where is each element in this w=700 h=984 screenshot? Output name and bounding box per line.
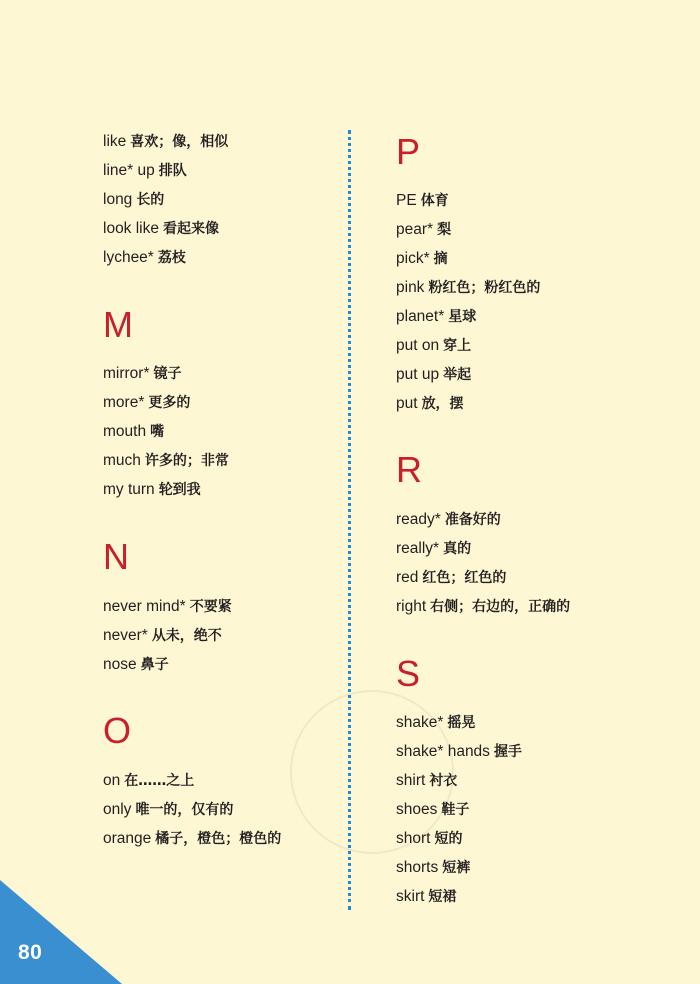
entry: mouth 嘴 [103, 423, 165, 440]
entry: never mind* 不要紧 [103, 598, 232, 615]
entry: shorts 短裤 [396, 859, 471, 876]
entry: really* 真的 [396, 540, 472, 557]
entry: more* 更多的 [103, 394, 191, 411]
entry: PE 体育 [396, 192, 449, 209]
entry: mirror* 镜子 [103, 365, 182, 382]
entry: never* 从未，绝不 [103, 627, 222, 644]
entry: pink 粉红色；粉红色的 [396, 279, 541, 296]
entry: right 右侧；右边的，正确的 [396, 598, 571, 615]
entry: only 唯一的，仅有的 [103, 801, 234, 818]
entry: look like 看起来像 [103, 220, 219, 237]
entry: red 红色；红色的 [396, 569, 507, 586]
entry: on 在……之上 [103, 772, 195, 789]
section-letter-o: O [103, 710, 132, 751]
section-letter-r: R [396, 449, 422, 490]
page-number: 80 [18, 941, 43, 964]
section-letter-p: P [396, 131, 421, 172]
entry: put 放，摆 [396, 395, 464, 412]
entry: nose 鼻子 [103, 656, 169, 673]
entry: shake* 摇晃 [396, 714, 476, 731]
entry: much 许多的；非常 [103, 452, 229, 469]
page-corner-triangle [0, 880, 122, 984]
column-divider [348, 130, 351, 910]
entry: planet* 星球 [396, 308, 477, 325]
entry: pear* 梨 [396, 221, 452, 238]
entry: shake* hands 握手 [396, 743, 522, 760]
entry: like 喜欢；像，相似 [103, 133, 229, 150]
entry: line* up 排队 [103, 162, 187, 179]
section-letter-n: N [103, 536, 129, 577]
entry: skirt 短裙 [396, 888, 457, 905]
entry: put up 举起 [396, 366, 472, 383]
entry: shirt 衬衣 [396, 772, 458, 789]
entry: shoes 鞋子 [396, 801, 470, 818]
entry: short 短的 [396, 830, 463, 847]
entry: lychee* 荔枝 [103, 249, 186, 266]
entry: orange 橘子，橙色；橙色的 [103, 830, 282, 847]
entry: pick* 摘 [396, 250, 448, 267]
entry: long 长的 [103, 191, 165, 208]
entry: ready* 准备好的 [396, 511, 501, 528]
entry: my turn 轮到我 [103, 481, 201, 498]
entry: put on 穿上 [396, 337, 472, 354]
section-letter-s: S [396, 653, 421, 694]
section-letter-m: M [103, 304, 133, 345]
